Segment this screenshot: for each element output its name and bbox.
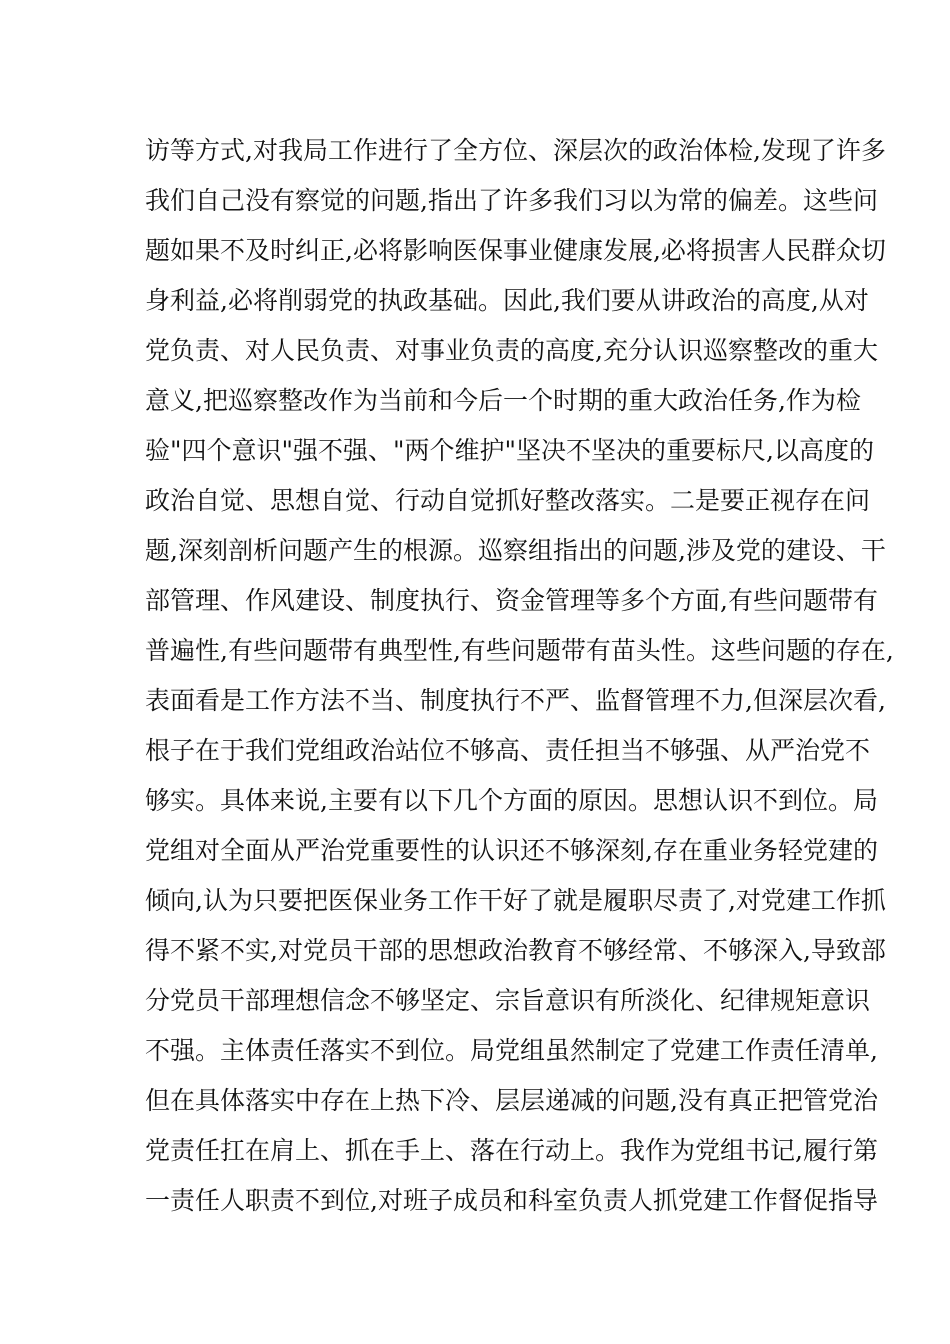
text-line-17: 得不紧不实,对党员干部的思想政治教育不够经常、不够深入,导致部 (145, 936, 886, 965)
text-line-14: 够实。具体来说,主要有以下几个方面的原因。思想认识不到位。局 (145, 786, 878, 815)
text-line-3: 题如果不及时纠正,必将影响医保事业健康发展,必将损害人民群众切 (145, 236, 886, 265)
text-line-5: 党负责、对人民负责、对事业负责的高度,充分认识巡察整改的重大 (145, 336, 878, 365)
text-line-21: 党责任扛在肩上、抓在手上、落在行动上。我作为党组书记,履行第 (145, 1136, 878, 1165)
text-line-12: 表面看是工作方法不当、制度执行不严、监督管理不力,但深层次看, (145, 686, 886, 715)
text-line-22: 一责任人职责不到位,对班子成员和科室负责人抓党建工作督促指导 (145, 1186, 878, 1215)
body-text (145, 126, 894, 1226)
text-line-9: 题,深刻剖析问题产生的根源。巡察组指出的问题,涉及党的建设、干 (145, 536, 886, 565)
text-line-4: 身利益,必将削弱党的执政基础。因此,我们要从讲政治的高度,从对 (145, 286, 869, 315)
text-line-19: 不强。主体责任落实不到位。局党组虽然制定了党建工作责任清单, (145, 1036, 878, 1065)
text-line-8: 政治自觉、思想自觉、行动自觉抓好整改落实。二是要正视存在问 (145, 486, 871, 515)
text-line-1: 访等方式,对我局工作进行了全方位、深层次的政治体检,发现了许多 (145, 136, 886, 165)
text-line-18: 分党员干部理想信念不够坚定、宗旨意识有所淡化、纪律规矩意识 (145, 986, 871, 1015)
text-line-6: 意义,把巡察整改作为当前和今后一个时期的重大政治任务,作为检 (145, 386, 861, 415)
text-line-7: 验"四个意识"强不强、"两个维护"坚决不坚决的重要标尺,以高度的 (145, 436, 874, 465)
text-line-10: 部管理、作风建设、制度执行、资金管理等多个方面,有些问题带有 (145, 586, 878, 615)
text-line-15: 党组对全面从严治党重要性的认识还不够深刻,存在重业务轻党建的 (145, 836, 878, 865)
text-line-13: 根子在于我们党组政治站位不够高、责任担当不够强、从严治党不 (145, 736, 871, 765)
text-line-20: 但在具体落实中存在上热下冷、层层递减的问题,没有真正把管党治 (145, 1086, 878, 1115)
text-line-2: 我们自己没有察觉的问题,指出了许多我们习以为常的偏差。这些问 (145, 186, 878, 215)
text-line-16: 倾向,认为只要把医保业务工作干好了就是履职尽责了,对党建工作抓 (145, 886, 886, 915)
text-line-11: 普遍性,有些问题带有典型性,有些问题带有苗头性。这些问题的存在, (145, 636, 894, 665)
